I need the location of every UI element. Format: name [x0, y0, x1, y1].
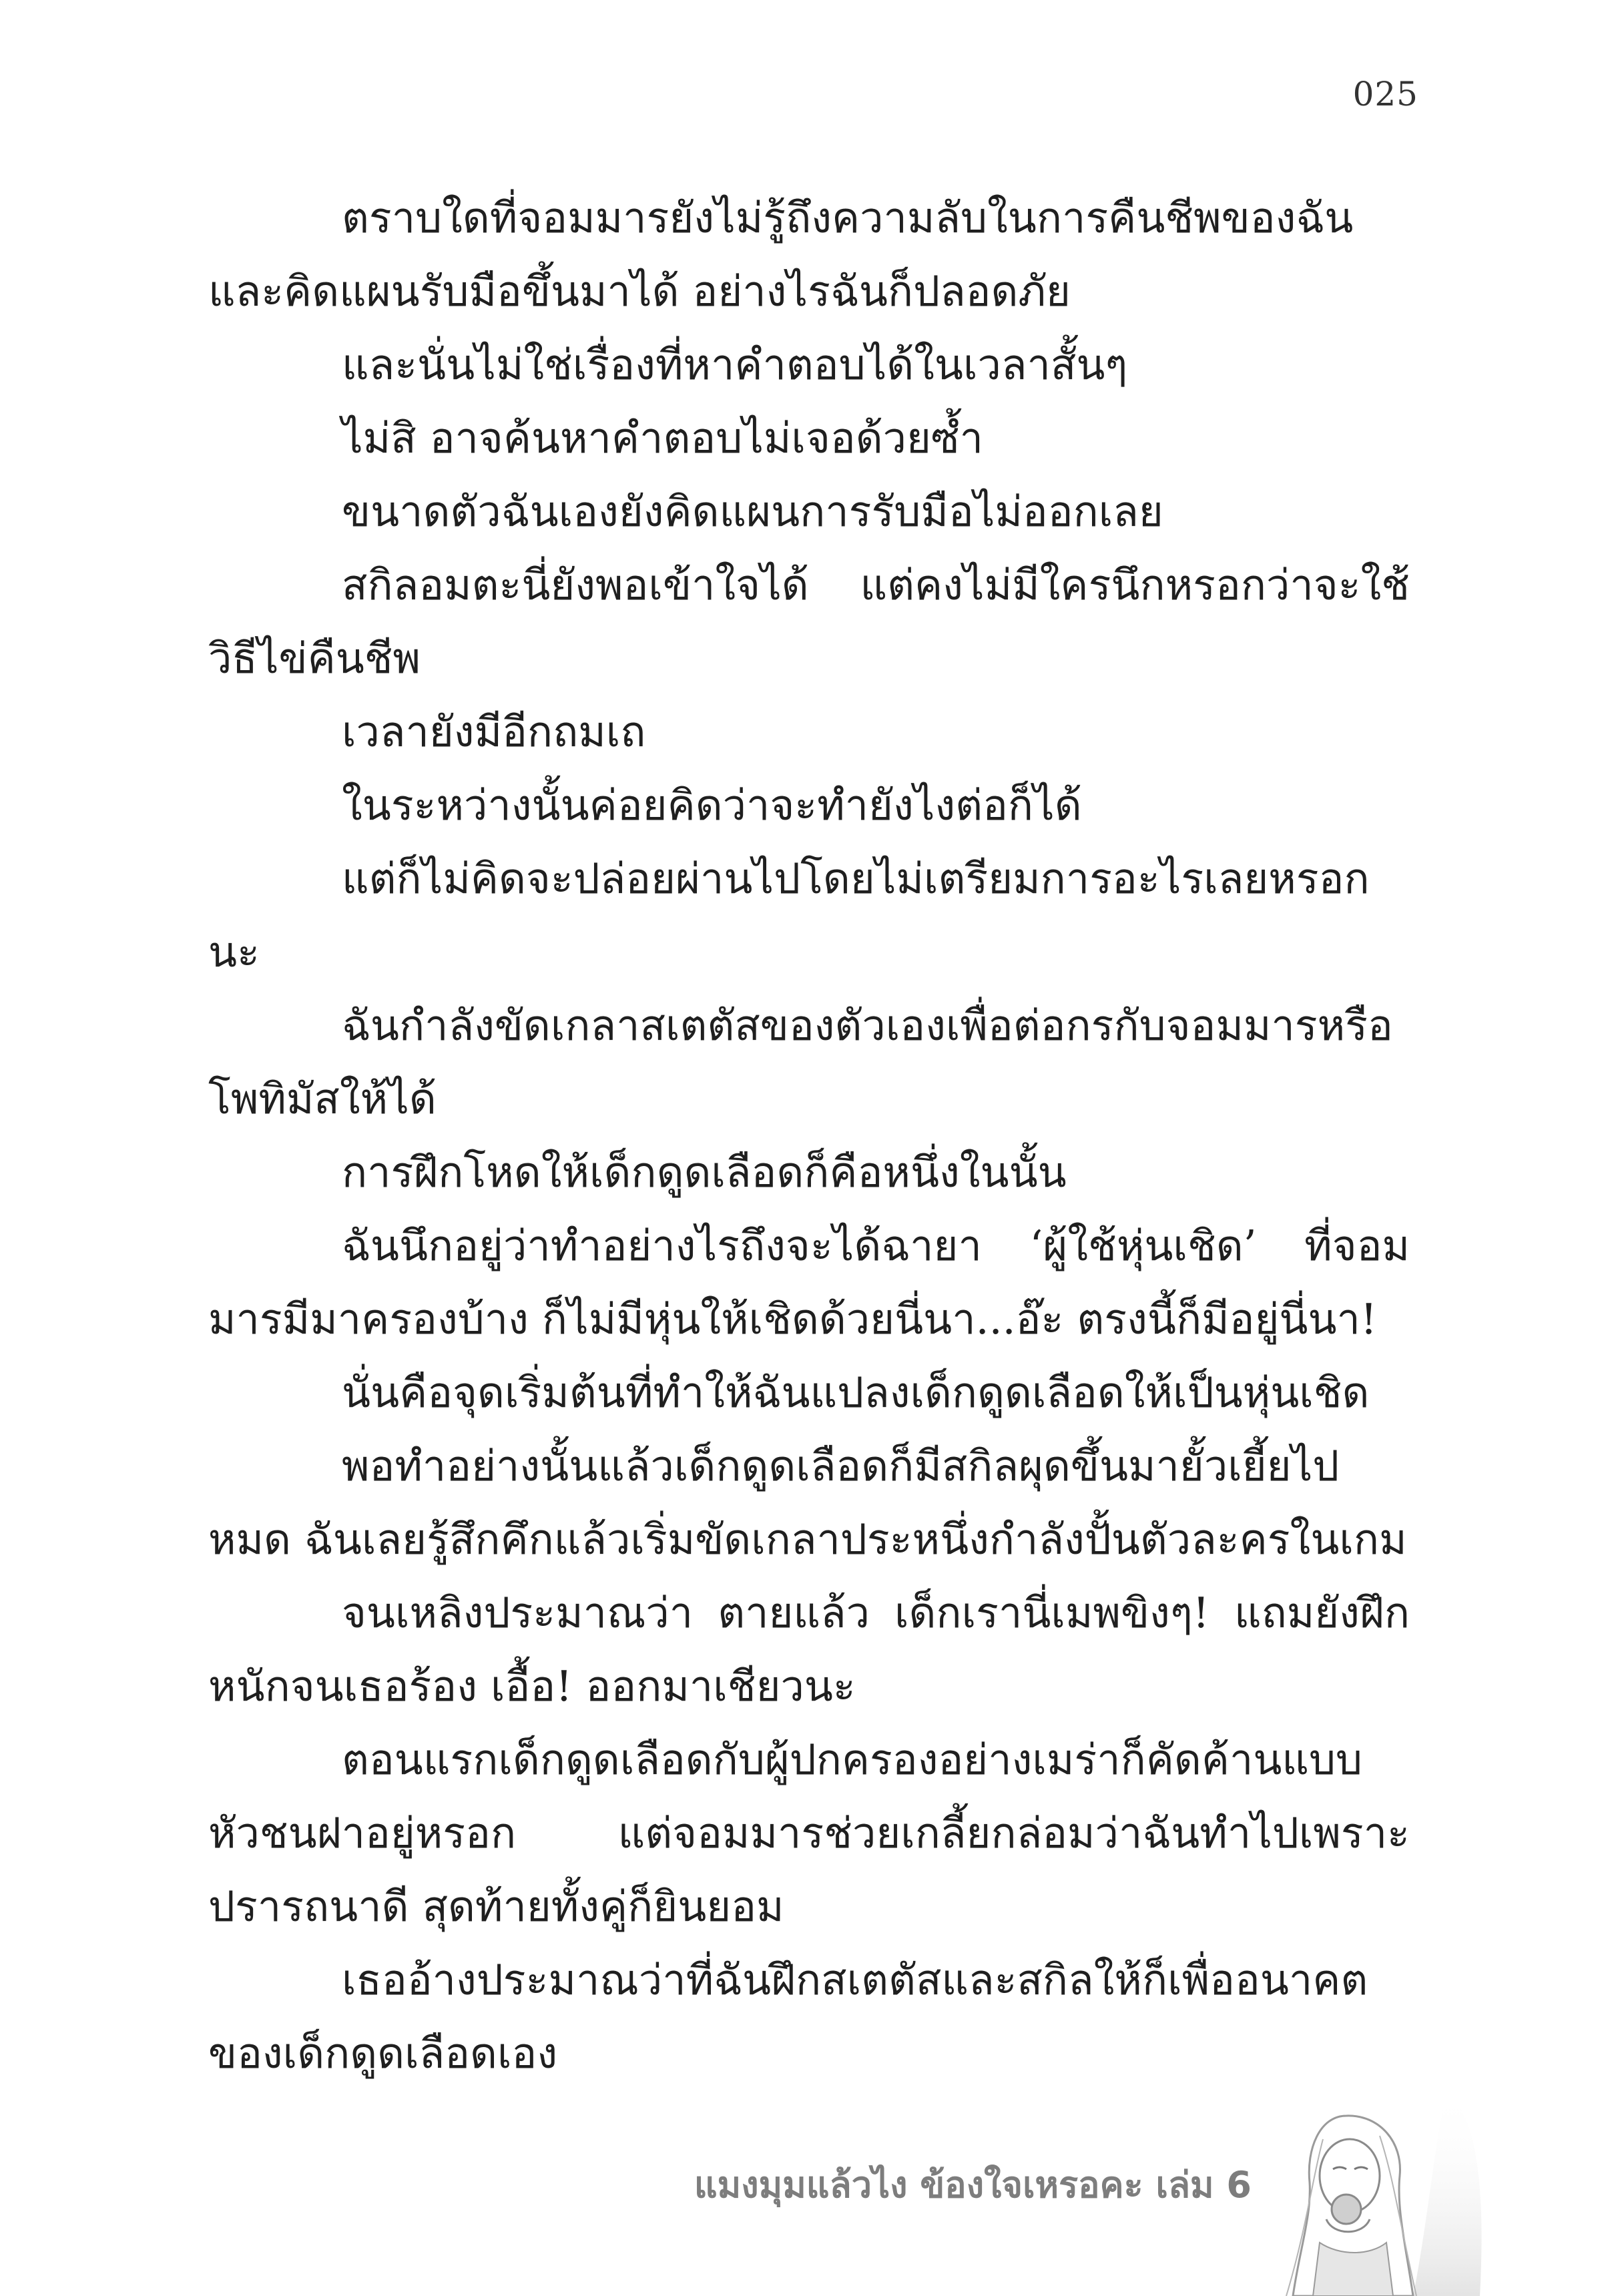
paragraph: ขนาดตัวฉันเองยังคิดแผนการรับมือไม่ออกเลย — [342, 487, 1163, 536]
paragraph: เธออ้างประมาณว่าที่ฉันฝึกสเตตัสและสกิลให้ก็เพื่ออนาคตของเด็กดูดเลือดเอง — [208, 1956, 1368, 2078]
paragraph: พอทำอย่างนั้นแล้วเด็กดูดเลือดก็มีสกิลผุดขึ้นมายั้วเยี้ยไปหมด ฉันเลยรู้สึกคึกแล้วเริ่มขัดเกลาประหนึ่งกำลังปั้นตัวละครในเกม — [208, 1442, 1407, 1564]
page-number: 025 — [1352, 75, 1418, 113]
paragraph: ในระหว่างนั้นค่อยคิดว่าจะทำยังไงต่อก็ได้ — [342, 781, 1082, 830]
paragraph: ตอนแรกเด็กดูดเลือดกับผู้ปกครองอย่างเมร่าก็คัดค้านแบบหัวชนฝาอยู่หรอก แต่จอมมารช่วยเกลี้ยกล่อมว่าฉันทำไปเพราะปรารถนาดี สุดท้ายทั้งคู่ก็ยินยอม — [208, 1735, 1410, 1931]
body-text — [208, 182, 1410, 2090]
paragraph: ตราบใดที่จอมมารยังไม่รู้ถึงความลับในการคืนชีพของฉัน และคิดแผนรับมือขึ้นมาได้ อย่างไรฉันก็ปลอดภัย — [208, 194, 1354, 316]
paragraph: และนั่นไม่ใช่เรื่องที่หาคำตอบได้ในเวลาสั้นๆ — [342, 340, 1128, 389]
paragraph: ฉันนึกอยู่ว่าทำอย่างไรถึงจะได้ฉายา ‘ผู้ใช้หุ่นเชิด’ ที่จอมมารมีมาครองบ้าง ก็ไม่มีหุ่นให้เชิดด้วยนี่นา...อ๊ะ ตรงนี้ก็มีอยู่นี่นา! — [208, 1221, 1410, 1344]
footer-book-title: แมงมุมแล้วไง ข้องใจเหรอคะ เล่ม 6 — [694, 2164, 1252, 2206]
paragraph: สกิลอมตะนี่ยังพอเข้าใจได้ แต่คงไม่มีใครนึกหรอกว่าจะใช้วิธีไข่คืนชีพ — [208, 561, 1410, 683]
paragraph: จนเหลิงประมาณว่า ตายแล้ว เด็กเรานี่เมพขิงๆ! แถมยังฝึกหนักจนเธอร้อง เอื้อ! ออกมาเชียวนะ — [208, 1589, 1410, 1711]
paragraph: เวลายังมีอีกถมเถ — [342, 707, 646, 756]
paragraph: นั่นคือจุดเริ่มต้นที่ทำให้ฉันแปลงเด็กดูดเลือดให้เป็นหุ่นเชิด — [342, 1368, 1370, 1417]
character-illustration — [1246, 2076, 1493, 2296]
paragraph: ฉันกำลังขัดเกลาสเตตัสของตัวเองเพื่อต่อกรกับจอมมารหรือโพทิมัสให้ได้ — [208, 1001, 1393, 1123]
paragraph: การฝึกโหดให้เด็กดูดเลือดก็คือหนึ่งในนั้น — [342, 1148, 1067, 1197]
paragraph: ไม่สิ อาจค้นหาคำตอบไม่เจอด้วยซ้ำ — [342, 414, 984, 463]
paragraph: แต่ก็ไม่คิดจะปล่อยผ่านไปโดยไม่เตรียมการอะไรเลยหรอกนะ — [208, 854, 1370, 976]
